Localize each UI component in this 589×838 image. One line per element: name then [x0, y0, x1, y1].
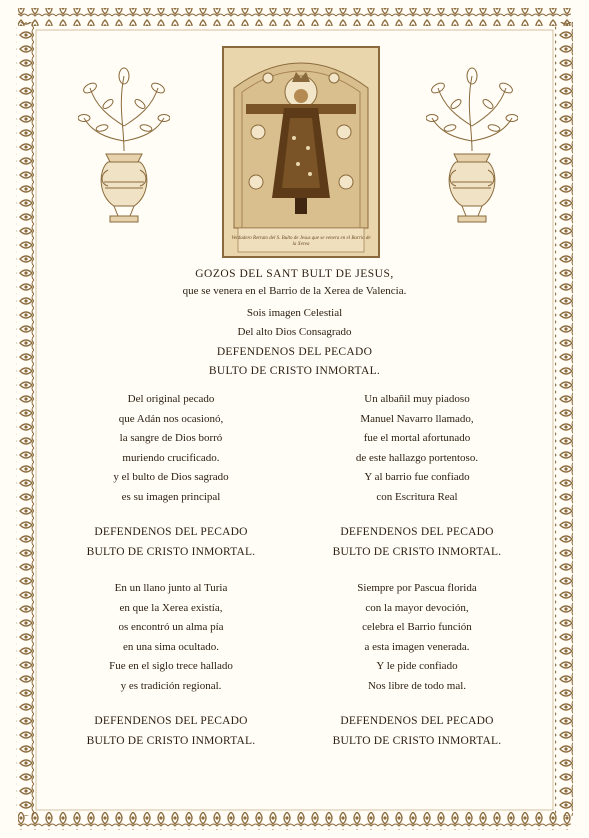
page-title: GOZOS DEL SANT BULT DE JESUS, [195, 268, 394, 280]
flower-vase-left-icon [78, 66, 170, 226]
chorus-line-1: DEFENDENOS DEL PECADO [340, 526, 494, 538]
statue-image-icon [224, 48, 378, 256]
stanza-line: de este hallazgo portentoso. [355, 451, 479, 464]
stanza-line: Un albañil muy piadoso [364, 393, 470, 405]
stanza-line: celebra el Barrio función [362, 621, 472, 633]
chorus-line-2: BULTO DE CRISTO INMORTAL. [332, 735, 502, 747]
chorus-line-2: BULTO DE CRISTO INMORTAL. [332, 546, 502, 558]
chorus-line-1: DEFENDENOS DEL PECADO [94, 526, 248, 538]
stanza-line: Fue en el siglo trece hallado [109, 660, 233, 672]
stanza-line: os encontró un alma pía [118, 621, 224, 633]
stanza-line: y el bulto de Dios sagrado [113, 471, 229, 483]
stanza-line: Y le pide confiado [376, 660, 458, 672]
stanza-line: Y al barrio fue confiado [364, 471, 470, 483]
stanza-line: con la mayor devoción, [365, 601, 469, 614]
stanza-line: en una sima ocultado. [123, 640, 219, 653]
chorus-line-2: BULTO DE CRISTO INMORTAL. [86, 546, 256, 558]
engraving-caption: Verdadero Retrato del S. Bulto de Jesus que se venera en el Barrio de la Xerea [231, 236, 371, 247]
stanza-line: muriendo crucificado. [122, 451, 220, 464]
intro-chorus-1: DEFENDENOS DEL PECADO [216, 346, 373, 358]
stanza-3 [56, 579, 286, 751]
stanza-line: en que la Xerea existía, [119, 601, 223, 614]
jesus-statue-engraving [222, 46, 380, 258]
content [40, 40, 549, 800]
stanza-4 [302, 579, 532, 751]
stanza-1 [56, 390, 286, 562]
stanza-line: Siempre por Pascua florida [357, 582, 477, 594]
chorus-line-1: DEFENDENOS DEL PECADO [94, 715, 248, 727]
flower-vase-right-icon [426, 66, 518, 226]
page-subtitle: que se venera en el Barrio de la Xerea de Valencia. [182, 285, 407, 297]
intro-line-2: Del alto Dios Consagrado [237, 326, 352, 338]
stanza-line: y es tradición regional. [120, 679, 222, 692]
stanza-line: la sangre de Dios borró [119, 432, 223, 444]
stanza-line: a esta imagen venerada. [364, 640, 470, 653]
stanza-2 [302, 390, 532, 562]
stanza-line: es su imagen principal [121, 490, 221, 503]
stanza-line: Del original pecado [127, 393, 215, 405]
stanza-line: con Escritura Real [376, 490, 458, 503]
chorus-line-2: BULTO DE CRISTO INMORTAL. [86, 735, 256, 747]
stanza-line: En un llano junto al Turia [114, 582, 228, 594]
chorus-line-1: DEFENDENOS DEL PECADO [340, 715, 494, 727]
intro-line-1: Sois imagen Celestial [246, 307, 343, 319]
stanza-line: que Adán nos ocasionó, [118, 412, 224, 425]
stanza-line: Manuel Navarro llamado, [360, 412, 474, 425]
stanza-line: fue el mortal afortunado [363, 432, 471, 444]
intro-chorus-2: BULTO DE CRISTO INMORTAL. [208, 365, 381, 377]
stanza-line: Nos libre de todo mal. [367, 679, 467, 692]
